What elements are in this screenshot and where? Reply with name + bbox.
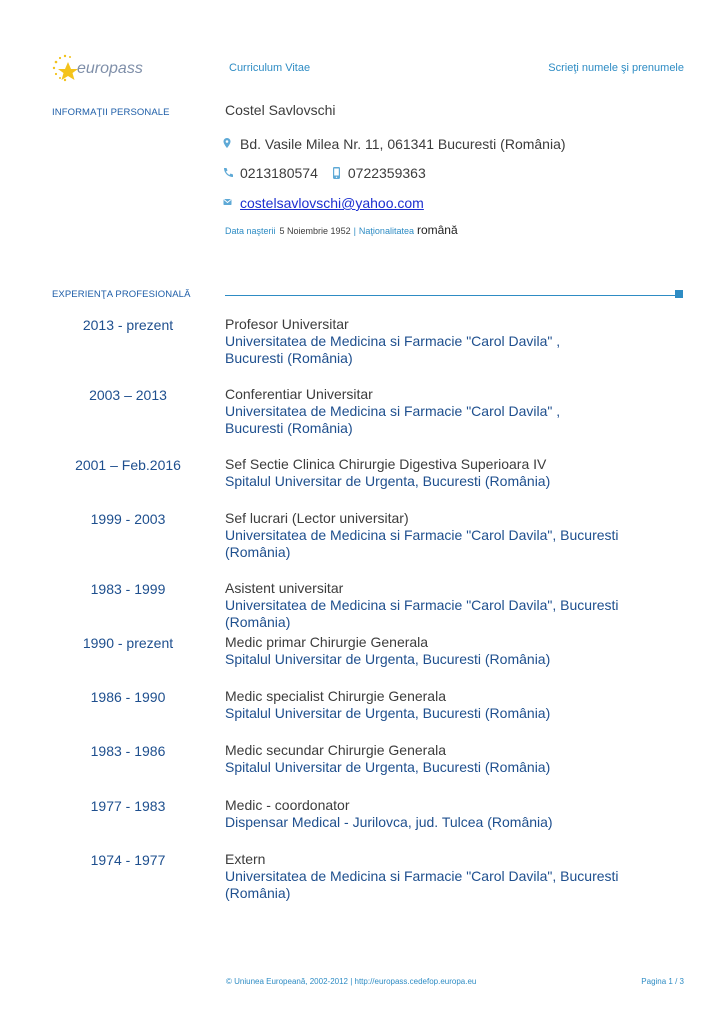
section-label-experience: EXPERIENŢA PROFESIONALĂ: [52, 289, 191, 300]
birth-nationality-line: [225, 223, 458, 237]
experience-org: Bucuresti (România): [225, 350, 353, 366]
phone-line: [222, 165, 426, 181]
phone-icon: [222, 166, 236, 180]
experience-org: (România): [225, 544, 291, 560]
email-icon: [222, 196, 236, 210]
experience-title: Extern: [225, 851, 266, 867]
experience-date: 1999 - 2003: [90, 511, 166, 527]
europass-star-icon: [50, 52, 160, 84]
section-divider-marker: [675, 290, 683, 298]
birth-date: 5 Noiembrie 1952: [279, 226, 351, 236]
location-pin-icon: [222, 137, 236, 151]
experience-title: Medic primar Chirurgie Generala: [225, 634, 429, 650]
separator: |: [353, 226, 356, 236]
experience-entry: [225, 456, 655, 490]
europass-logo: [50, 52, 160, 84]
experience-org: Universitatea de Medicina si Farmacie "Carol Davila", Bucuresti: [225, 597, 619, 613]
experience-date: 1983 - 1986: [90, 743, 166, 759]
experience-org: (România): [225, 885, 291, 901]
document-type: Curriculum Vitae: [229, 62, 311, 74]
mobile-number: 0722359363: [347, 165, 426, 181]
experience-entry: [225, 634, 655, 668]
email-line: [222, 195, 424, 211]
experience-org: Universitatea de Medicina si Farmacie "Carol Davila", Bucuresti: [225, 527, 619, 543]
experience-org: Universitatea de Medicina si Farmacie "Carol Davila" ,: [225, 333, 561, 349]
experience-org: (România): [225, 614, 291, 630]
experience-entry: [225, 688, 655, 722]
address-text: Bd. Vasile Milea Nr. 11, 061341 Bucuresti (România): [240, 136, 566, 152]
experience-date: 1990 - prezent: [82, 635, 174, 651]
experience-org: Spitalul Universitar de Urgenta, Bucuresti (România): [225, 651, 551, 667]
experience-title: Asistent universitar: [225, 580, 344, 596]
experience-entry: [225, 386, 655, 437]
experience-title: Conferentiar Universitar: [225, 386, 373, 402]
experience-date: 1986 - 1990: [90, 689, 166, 705]
experience-entry: [225, 510, 655, 561]
experience-date: 1977 - 1983: [90, 798, 166, 814]
section-divider: [225, 295, 677, 296]
experience-entry: [225, 316, 655, 367]
experience-entry: [225, 797, 655, 831]
experience-title: Profesor Universitar: [225, 316, 349, 332]
logo-text: europass: [77, 60, 143, 77]
footer-copyright: © Uniunea Europeană, 2002-2012 | http://europass.cedefop.europa.eu: [226, 977, 477, 986]
experience-org: Bucuresti (România): [225, 420, 353, 436]
experience-org: Dispensar Medical - Jurilovca, jud. Tulcea (România): [225, 814, 553, 830]
experience-title: Sef Sectie Clinica Chirurgie Digestiva Superioara IV: [225, 456, 547, 472]
experience-title: Medic - coordonator: [225, 797, 350, 813]
address-line: [222, 136, 566, 152]
experience-date: 1983 - 1999: [90, 581, 166, 597]
experience-date: 2003 – 2013: [89, 387, 167, 403]
experience-title: Medic specialist Chirurgie Generala: [225, 688, 446, 704]
experience-org: Universitatea de Medicina si Farmacie "Carol Davila", Bucuresti: [225, 868, 619, 884]
page-number: Pagina 1 / 3: [641, 977, 684, 986]
experience-date: 1974 - 1977: [90, 852, 166, 868]
phone-number: 0213180574: [240, 165, 318, 181]
experience-entry: [225, 580, 655, 631]
nationality-label: Naţionalitatea: [358, 226, 414, 236]
nationality: română: [416, 223, 458, 237]
experience-org: Spitalul Universitar de Urgenta, Bucuresti (România): [225, 705, 551, 721]
experience-org: Spitalul Universitar de Urgenta, Bucuresti (România): [225, 473, 551, 489]
experience-org: Universitatea de Medicina si Farmacie "Carol Davila" ,: [225, 403, 561, 419]
experience-entry: [225, 742, 655, 776]
mobile-phone-icon: [330, 166, 344, 180]
experience-org: Spitalul Universitar de Urgenta, Bucuresti (România): [225, 759, 551, 775]
experience-entry: [225, 851, 655, 902]
person-name: Costel Savlovschi: [225, 102, 336, 118]
experience-title: Medic secundar Chirurgie Generala: [225, 742, 446, 758]
birth-date-label: Data naşterii: [225, 226, 276, 236]
header-name-placeholder: Scrieţi numele şi prenumele: [548, 62, 684, 74]
email-link[interactable]: costelsavlovschi@yahoo.com: [240, 195, 424, 211]
experience-date: 2013 - prezent: [82, 317, 174, 333]
experience-date: 2001 – Feb.2016: [75, 457, 181, 473]
experience-title: Sef lucrari (Lector universitar): [225, 510, 409, 526]
section-label-personal: INFORMAŢII PERSONALE: [52, 107, 170, 118]
mobile-group: [330, 165, 426, 181]
